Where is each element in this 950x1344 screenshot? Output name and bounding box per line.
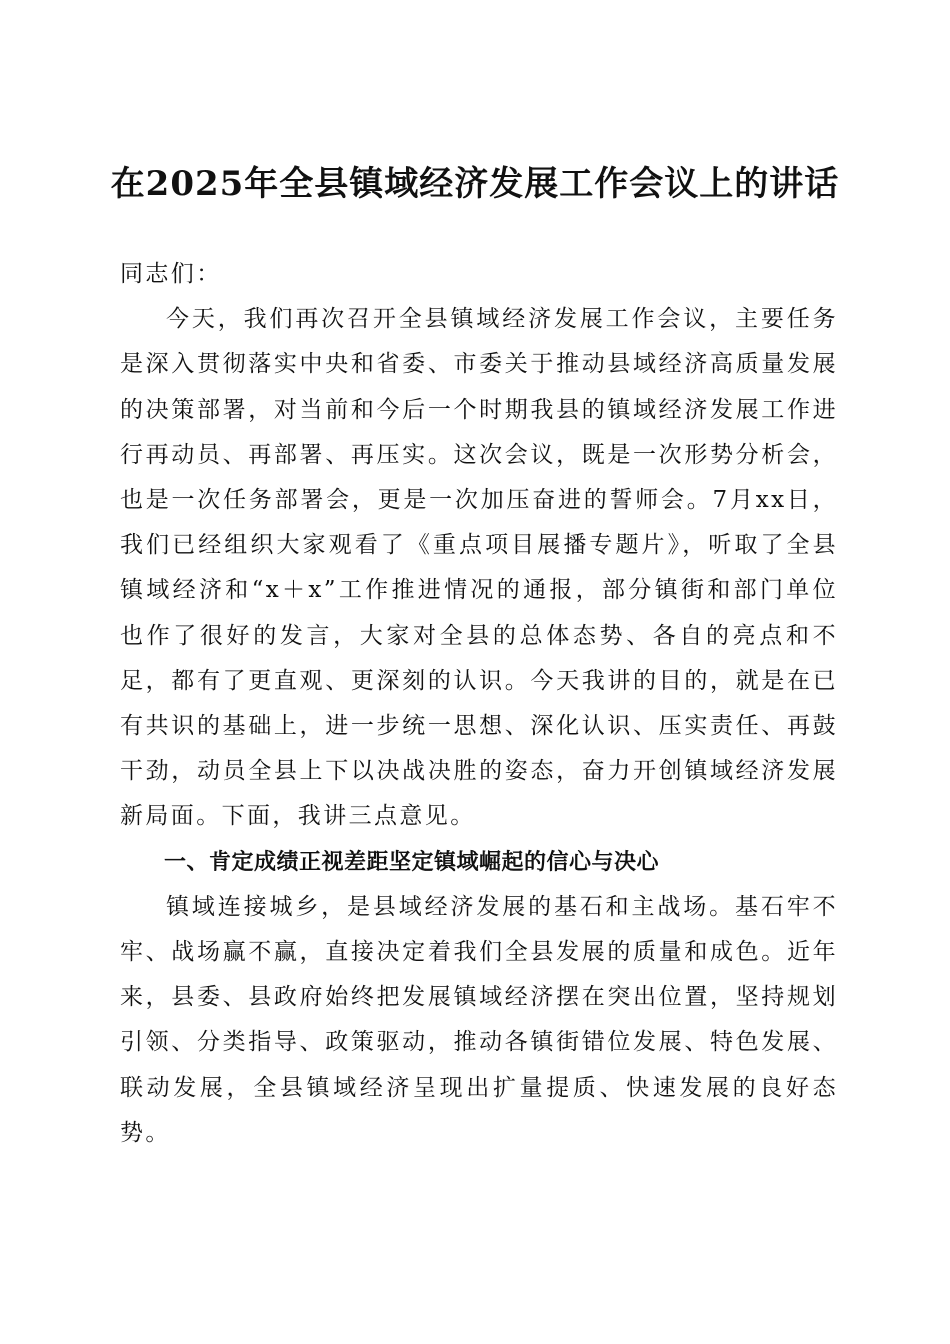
section-paragraph: 镇域连接城乡，是县域经济发展的基石和主战场。基石牢不牢、战场赢不赢，直接决定着我们全县发展的质量和成色。近年来，县委、县政府始终把发展镇域经济摆在突出位置，坚持规划引领、分类指导、政策驱动，推动各镇街错位发展、特色发展、联动发展，全县镇域经济呈现出扩量提质、快速发展的良好态势。	[120, 893, 838, 1146]
section-heading: 一、肯定成绩正视差距坚定镇域崛起的信心与决心	[164, 849, 660, 875]
intro-paragraph: 今天，我们再次召开全县镇域经济发展工作会议，主要任务是深入贯彻落实中央和省委、市委关于推动县域经济高质量发展的决策部署，对当前和今后一个时期我县的镇域经济发展工作进行再动员、再部署、再压实。这次会议，既是一次形势分析会，也是一次任务部署会，更是一次加压奋进的誓师会。7月xx日，我们已经组织大家观看了《重点项目展播专题片》，听取了全县镇域经济和“x＋x”工作推进情况的通报，部分镇街和部门单位也作了很好的发言，大家对全县的总体态势、各自的亮点和不足，都有了更直观、更深刻的认识。今天我讲的目的，就是在已有共识的基础上，进一步统一思想、深化认识、压实责任、再鼓干劲，动员全县上下以决战决胜的姿态，奋力开创镇域经济发展新局面。下面，我讲三点意见。	[120, 306, 838, 830]
document-title: 在2025年全县镇域经济发展工作会议上的讲话	[110, 163, 840, 204]
document-body	[120, 252, 838, 1156]
salutation: 同志们：	[120, 261, 222, 287]
